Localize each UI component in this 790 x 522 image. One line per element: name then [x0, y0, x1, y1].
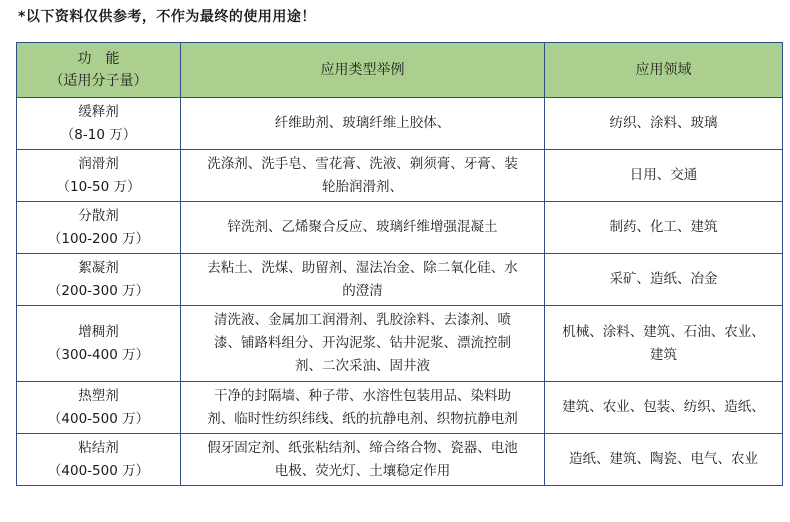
function-name: 粘结剂 — [78, 439, 119, 456]
fields-cell — [545, 254, 783, 306]
examples-cell — [181, 382, 545, 434]
fields-cell — [545, 150, 783, 202]
examples-cell — [181, 98, 545, 150]
example-line: 清洗液、金属加工润滑剂、乳胶涂料、去漆剂、喷 — [214, 312, 511, 328]
function-name: 分散剂 — [78, 207, 119, 224]
function-cell — [17, 202, 181, 254]
function-cell — [17, 382, 181, 434]
example-line: 干净的封隔墙、种子带、水溶性包装用品、染料助 — [214, 387, 511, 404]
example-line: 的澄清 — [342, 282, 383, 299]
molecular-weight-range: （8-10 万） — [60, 126, 137, 143]
function-name: 缓释剂 — [78, 103, 119, 120]
example-line: 电极、荧光灯、土壤稳定作用 — [274, 462, 451, 479]
application-table — [16, 42, 783, 486]
function-name: 增稠剂 — [78, 323, 119, 340]
examples-cell — [181, 202, 545, 254]
function-cell — [17, 306, 181, 382]
header-examples: 应用类型举例 — [181, 43, 545, 98]
fields-cell — [545, 98, 783, 150]
example-line: 去粘土、洗煤、助留剂、湿法冶金、除二氧化硅、水 — [207, 259, 518, 276]
table-row — [17, 254, 783, 306]
field-line: 采矿、造纸、冶金 — [609, 271, 718, 287]
field-line: 建筑 — [650, 346, 677, 363]
molecular-weight-range: （10-50 万） — [56, 178, 141, 195]
fields-cell — [545, 382, 783, 434]
function-cell — [17, 254, 181, 306]
example-line: 漆、铺路料组分、开沟泥浆、钻井泥浆、漂流控制 — [214, 335, 511, 351]
field-line: 纺织、涂料、玻璃 — [609, 115, 718, 131]
header-fields: 应用领域 — [545, 43, 783, 98]
table-row — [17, 382, 783, 434]
disclaimer-note: *以下资料仅供参考，不作为最终的使用用途！ — [18, 9, 316, 25]
field-line: 造纸、建筑、陶瓷、电气、农业 — [569, 451, 758, 467]
example-line: 纤维助剂、玻璃纤维上胶体、 — [274, 115, 451, 131]
function-cell — [17, 434, 181, 486]
example-line: 锌洗剂、乙烯聚合反应、玻璃纤维增强混凝土 — [227, 219, 498, 235]
fields-cell — [545, 306, 783, 382]
examples-cell — [181, 150, 545, 202]
field-line: 机械、涂料、建筑、石油、农业、 — [562, 323, 765, 340]
molecular-weight-range: （300-400 万） — [47, 346, 150, 363]
example-line: 假牙固定剂、纸张粘结剂、缔合络合物、瓷器、电池 — [207, 439, 518, 456]
fields-cell — [545, 202, 783, 254]
example-line: 轮胎润滑剂、 — [322, 178, 403, 195]
header-function — [17, 43, 181, 98]
examples-cell — [181, 434, 545, 486]
function-name: 热塑剂 — [78, 387, 119, 404]
examples-cell — [181, 254, 545, 306]
table-row — [17, 434, 783, 486]
field-line: 制药、化工、建筑 — [609, 219, 718, 235]
header-function-sublabel: （适用分子量） — [49, 73, 148, 89]
example-line: 剂、临时性纺织纬线、纸的抗静电剂、织物抗静电剂 — [207, 410, 518, 427]
molecular-weight-range: （400-500 万） — [47, 462, 150, 479]
field-line: 日用、交通 — [629, 167, 698, 183]
table-header-row — [17, 43, 783, 98]
header-function-label: 功 能 — [77, 51, 120, 67]
function-name: 润滑剂 — [78, 155, 119, 172]
table-row — [17, 150, 783, 202]
example-line: 洗涤剂、洗手皂、雪花膏、洗液、剃须膏、牙膏、装 — [207, 155, 518, 172]
molecular-weight-range: （200-300 万） — [47, 282, 150, 299]
table-row — [17, 202, 783, 254]
example-line: 剂、二次采油、固井液 — [295, 358, 430, 374]
fields-cell — [545, 434, 783, 486]
table-row — [17, 306, 783, 382]
molecular-weight-range: （400-500 万） — [47, 410, 150, 427]
field-line: 建筑、农业、包装、纺织、造纸、 — [562, 399, 765, 415]
examples-cell — [181, 306, 545, 382]
function-cell — [17, 98, 181, 150]
molecular-weight-range: （100-200 万） — [47, 230, 150, 247]
function-cell — [17, 150, 181, 202]
function-name: 絮凝剂 — [78, 259, 119, 276]
table-row — [17, 98, 783, 150]
